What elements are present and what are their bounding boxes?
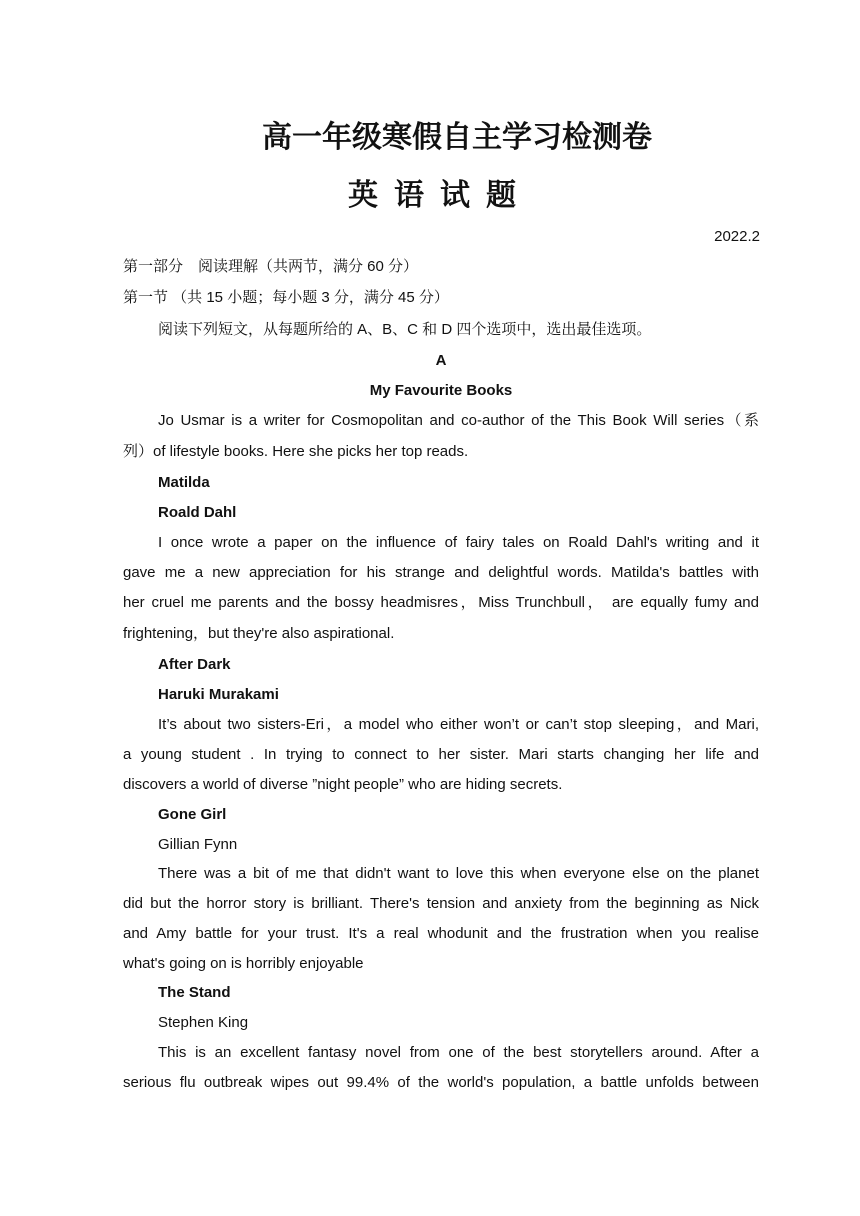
paragraph-line: serious flu outbreak wipes out 99.4% of the world's population, a battle unfolds between <box>123 1074 759 1091</box>
instruction-text: 阅读下列短文，从每题所给的 A、B、C 和 D 四个选项中，选出最佳选项。 <box>158 321 652 338</box>
paragraph-line: This is an excellent fantasy novel from one of the best storytellers around. After a <box>158 1044 759 1061</box>
subject-title: 英语试题 <box>348 178 532 213</box>
paragraph-line: a young student . In trying to connect to her sister. Mari starts changing her life and <box>123 746 759 763</box>
book-author: Roald Dahl <box>158 504 237 521</box>
passage-title: My Favourite Books <box>369 382 513 399</box>
book-title: Matilda <box>158 474 210 491</box>
paragraph-line: discovers a world of diverse ”night people” who are hiding secrets. <box>123 776 563 793</box>
book-title: After Dark <box>158 656 231 673</box>
book-author: Stephen King <box>158 1014 249 1031</box>
intro-line: 列）of lifestyle books. Here she picks her top reads. <box>123 443 469 460</box>
paragraph-line: what's going on is horribly enjoyable <box>123 955 364 972</box>
paragraph-line: and Amy battle for your trust. It's a real whodunit and the frustration when you realise <box>123 925 759 942</box>
paragraph-line: I once wrote a paper on the influence of fairy tales on Roald Dahl's writing and it <box>158 534 759 551</box>
paragraph-line: her cruel me parents and the bossy headmisres，Miss Trunchbull， are equally fumy and <box>123 594 759 611</box>
passage-label: A <box>435 352 447 369</box>
paragraph-line: did but the horror story is brilliant. There's tension and anxiety from the beginning as Nick <box>123 895 759 912</box>
paragraph-line: frightening，but they're also aspirational. <box>123 625 395 642</box>
book-title: The Stand <box>158 984 231 1001</box>
book-author: Gillian Fynn <box>158 836 238 853</box>
paragraph-line: It’s about two sisters-Eri，a model who either won’t or can’t stop sleeping，and Mari, <box>158 716 759 733</box>
section-heading: 第一节 （共 15 小题；每小题 3 分，满分 45 分） <box>123 289 449 306</box>
exam-title: 高一年级寒假自主学习检测卷 <box>262 120 652 155</box>
paragraph-line: There was a bit of me that didn't want to love this when everyone else on the planet <box>158 865 759 882</box>
intro-line: Jo Usmar is a writer for Cosmopolitan and co-author of the This Book Will series（系 <box>158 412 759 429</box>
paragraph-line: gave me a new appreciation for his strange and delightful words. Matilda's battles with <box>123 564 759 581</box>
part-heading: 第一部分 阅读理解（共两节，满分 60 分） <box>123 258 419 275</box>
book-author: Haruki Murakami <box>158 686 279 703</box>
exam-date: 2022.2 <box>714 228 760 245</box>
book-title: Gone Girl <box>158 806 227 823</box>
